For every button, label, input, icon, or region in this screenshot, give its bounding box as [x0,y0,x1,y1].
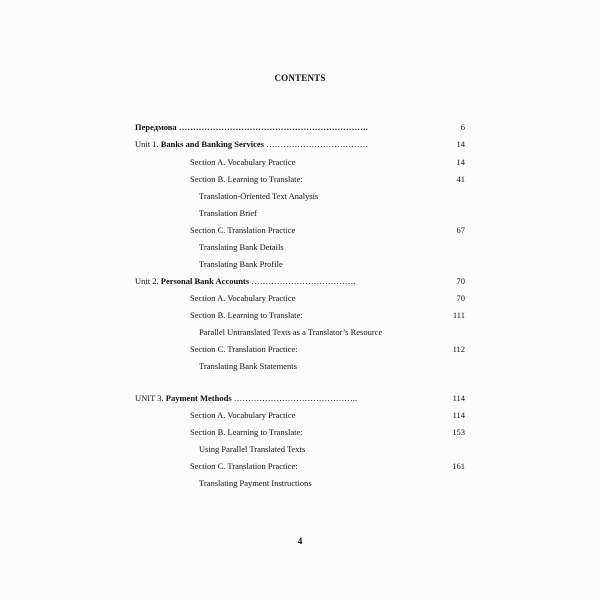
toc-page-number: 161 [452,461,465,471]
toc-subsection-label: Using Parallel Translated Texts [199,444,306,454]
toc-section-label: Section A. Vocabulary Practice [190,293,296,303]
toc-entry-section [135,409,465,421]
toc-entry-section [135,292,465,304]
toc-heading: Banks and Banking Services [160,139,264,149]
toc-heading: Personal Bank Accounts [160,276,250,286]
toc-subsection-label: Translating Payment Instructions [199,478,312,488]
toc-subsection-label: Parallel Untranslated Texts as a Translator’s Resource [199,327,383,337]
toc-section-label: Section A. Vocabulary Practice [190,157,296,167]
toc-entry-preface [135,121,465,133]
toc-entry-subsection [135,477,465,489]
toc-unit-prefix: Unit 1. [135,139,161,149]
toc-section-label: Section C. Translation Practice: [190,461,298,471]
toc-subsection-label: Translation Brief [199,208,258,218]
toc-section-label: Section B. Learning to Translate: [190,310,303,320]
toc-page-number: 67 [456,225,465,235]
toc-entry-section [135,156,465,168]
toc-page-number: 70 [456,276,465,286]
toc-subsection-label: Translating Bank Profile [199,259,283,269]
toc-page-number: 14 [456,139,465,149]
toc-entry-unit-3 [135,392,465,404]
toc-entry-section [135,224,465,236]
toc-section-label: Section A. Vocabulary Practice [190,410,296,420]
page-number: 4 [297,537,303,547]
toc-entry-subsection [135,241,465,253]
toc-entry-unit-2 [135,275,465,287]
toc-page-number: 114 [452,410,465,420]
toc-entry-section [135,309,465,321]
toc-page-number: 111 [452,310,465,320]
toc-entry-subsection [135,190,465,202]
toc-subsection-label: Translating Bank Statements [199,361,297,371]
toc-entry-subsection [135,360,465,372]
toc-entry-subsection [135,326,465,338]
toc-page-number: 112 [452,344,465,354]
toc-entry-unit-1 [135,138,465,150]
toc-page-number: 114 [452,393,465,403]
toc-leader: ……………………………… [263,139,369,149]
toc-subsection-label: Translation-Oriented Text Analysis [199,191,319,201]
toc-page-number: 6 [460,122,465,132]
toc-page-number: 70 [456,293,465,303]
toc-entry-subsection [135,258,465,270]
toc-entry-section [135,460,465,472]
toc-leader: ………………………………. [249,276,356,286]
toc-section-label: Section C. Translation Practice: [190,344,298,354]
toc-section-label: Section B. Learning to Translate: [190,427,303,437]
toc-page-number: 41 [456,174,465,184]
toc-section-label: Section C. Translation Practice [190,225,296,235]
toc-heading: Payment Methods [165,393,232,403]
toc-unit-prefix: UNIT 3. [135,393,166,403]
toc-subsection-label: Translating Bank Details [199,242,284,252]
toc-leader: …………………………………….. [231,393,358,403]
toc-page-number: 14 [456,157,465,167]
page-title: CONTENTS [274,73,326,83]
toc-entry-section [135,426,465,438]
toc-entry-section [135,343,465,355]
toc-entry-section [135,173,465,185]
toc-page-number: 153 [452,427,465,437]
toc-entry-subsection [135,443,465,455]
toc-entry-subsection [135,207,465,219]
toc-section-label: Section B. Learning to Translate: [190,174,303,184]
toc-unit-prefix: Unit 2. [135,276,161,286]
toc-heading: Передмова …………………………………………………………. [135,122,368,132]
